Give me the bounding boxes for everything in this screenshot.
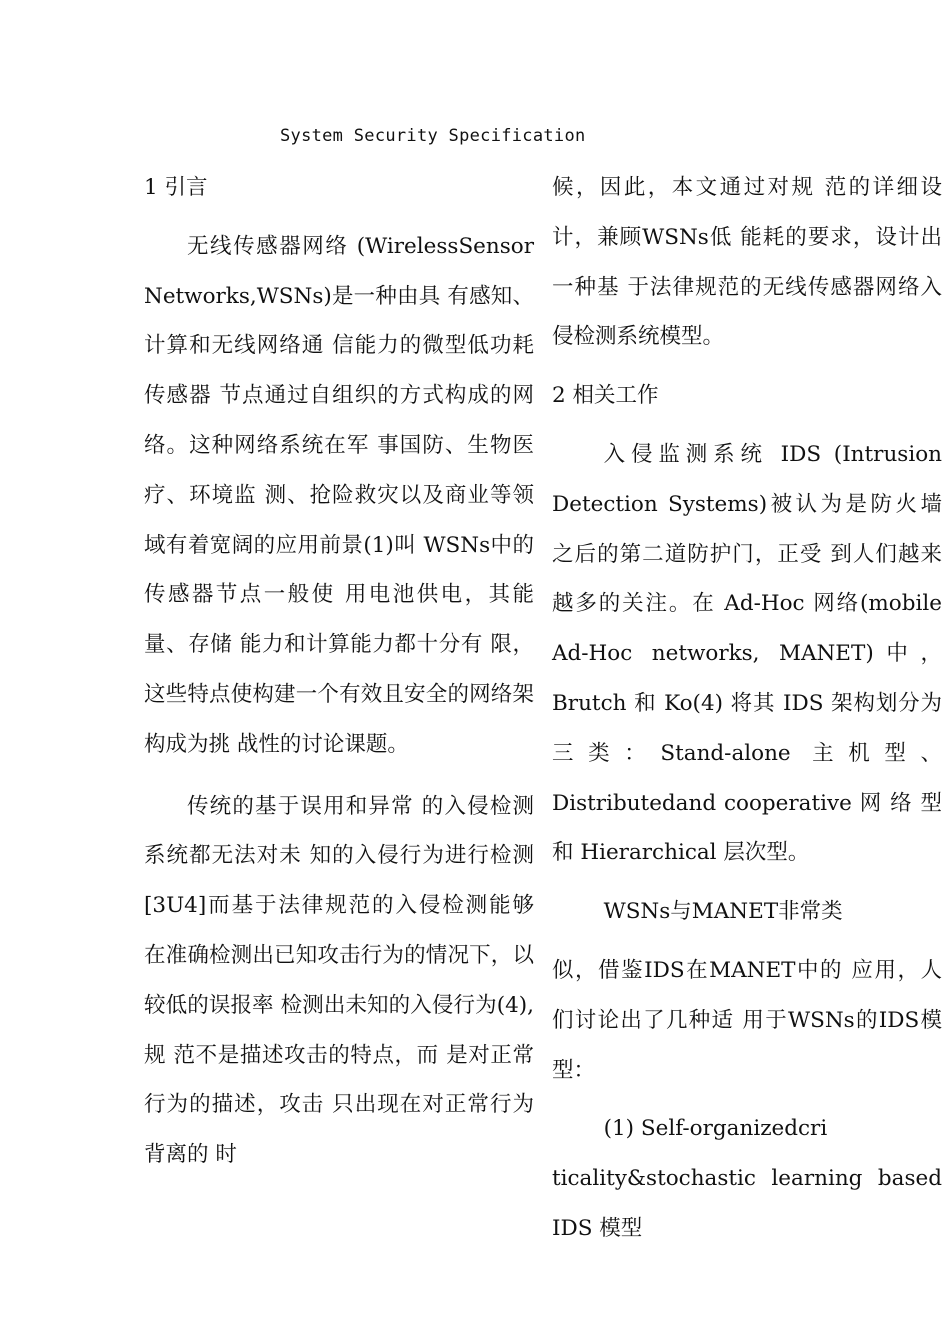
list-item-model-1-line1: (1) Self-organizedcri [603,1116,828,1142]
right-column [552,163,942,1254]
paragraph-ids-overview: 入侵监测系统 IDS (Intrusion Detection Systems)被认为是防火墙 之后的第二道防护门，正受 到人们越来越多的关注。在 Ad-Hoc 网络(mobile Ad-Hoc networks, MANET)中，Brutch 和 Ko(4) 将其 IDS 架构划分为 三类：Stand-alone 主机型、 Distributedand cooperative 网 络 型 和 Hierarchical 层次型。 [552,441,942,866]
paragraph-wsn-intro: 无线传感器网络 (WirelessSensor Networks,WSNs)是一种由具 有感知、计算和无线网络通 信能力的微型低功耗传感器 节点通过自组织的方式构成的网络。这种网络系统在军 事国防、生物医疗、环境监 测、抢险救灾以及商业等领 域有着宽阔的应用前景(1)叫 WSNs中的传感器节点一般使 用电池供电，其能量、存储 能力和计算能力都十分有 限，这些特点使构建一个有效且安全的网络架构成为挑 战性的讨论课题。 [144,233,534,757]
paragraph-traditional-ids: 传统的基于误用和异常 的入侵检测系统都无法对未 知的入侵行为进行检测[3U4]而基于法律规范的入侵检测能够 在准确检测出已知攻击行为的情况下，以较低的误报率 检测出未知的入侵行为(4),规 范不是描述攻击的特点，而 是对正常行为的描述，攻击 只出现在对正常行为背离的 时 [144,793,534,1168]
paragraph-continuation: 候，因此，本文通过对规 范的详细设计，兼顾WSNs低 能耗的要求，设计出一种基 于法律规范的无线传感器网络入 侵检测系统模型。 [552,175,942,350]
document-title: System Security Specification [280,126,586,146]
list-item-model-1-line2: ticality&stochastic learning based IDS 模型 [552,1166,942,1241]
left-column [144,163,534,1180]
section-heading-related-work: 2 相关工作 [552,383,659,409]
paragraph-ids-models: 似，借鉴IDS在MANET中的 应用，人们讨论出了几种适 用于WSNs的IDS模型： [552,957,942,1083]
section-heading-introduction: 1 引言 [144,175,208,200]
paragraph-wsn-manet-line: WSNs与MANET非常类 [603,899,843,925]
